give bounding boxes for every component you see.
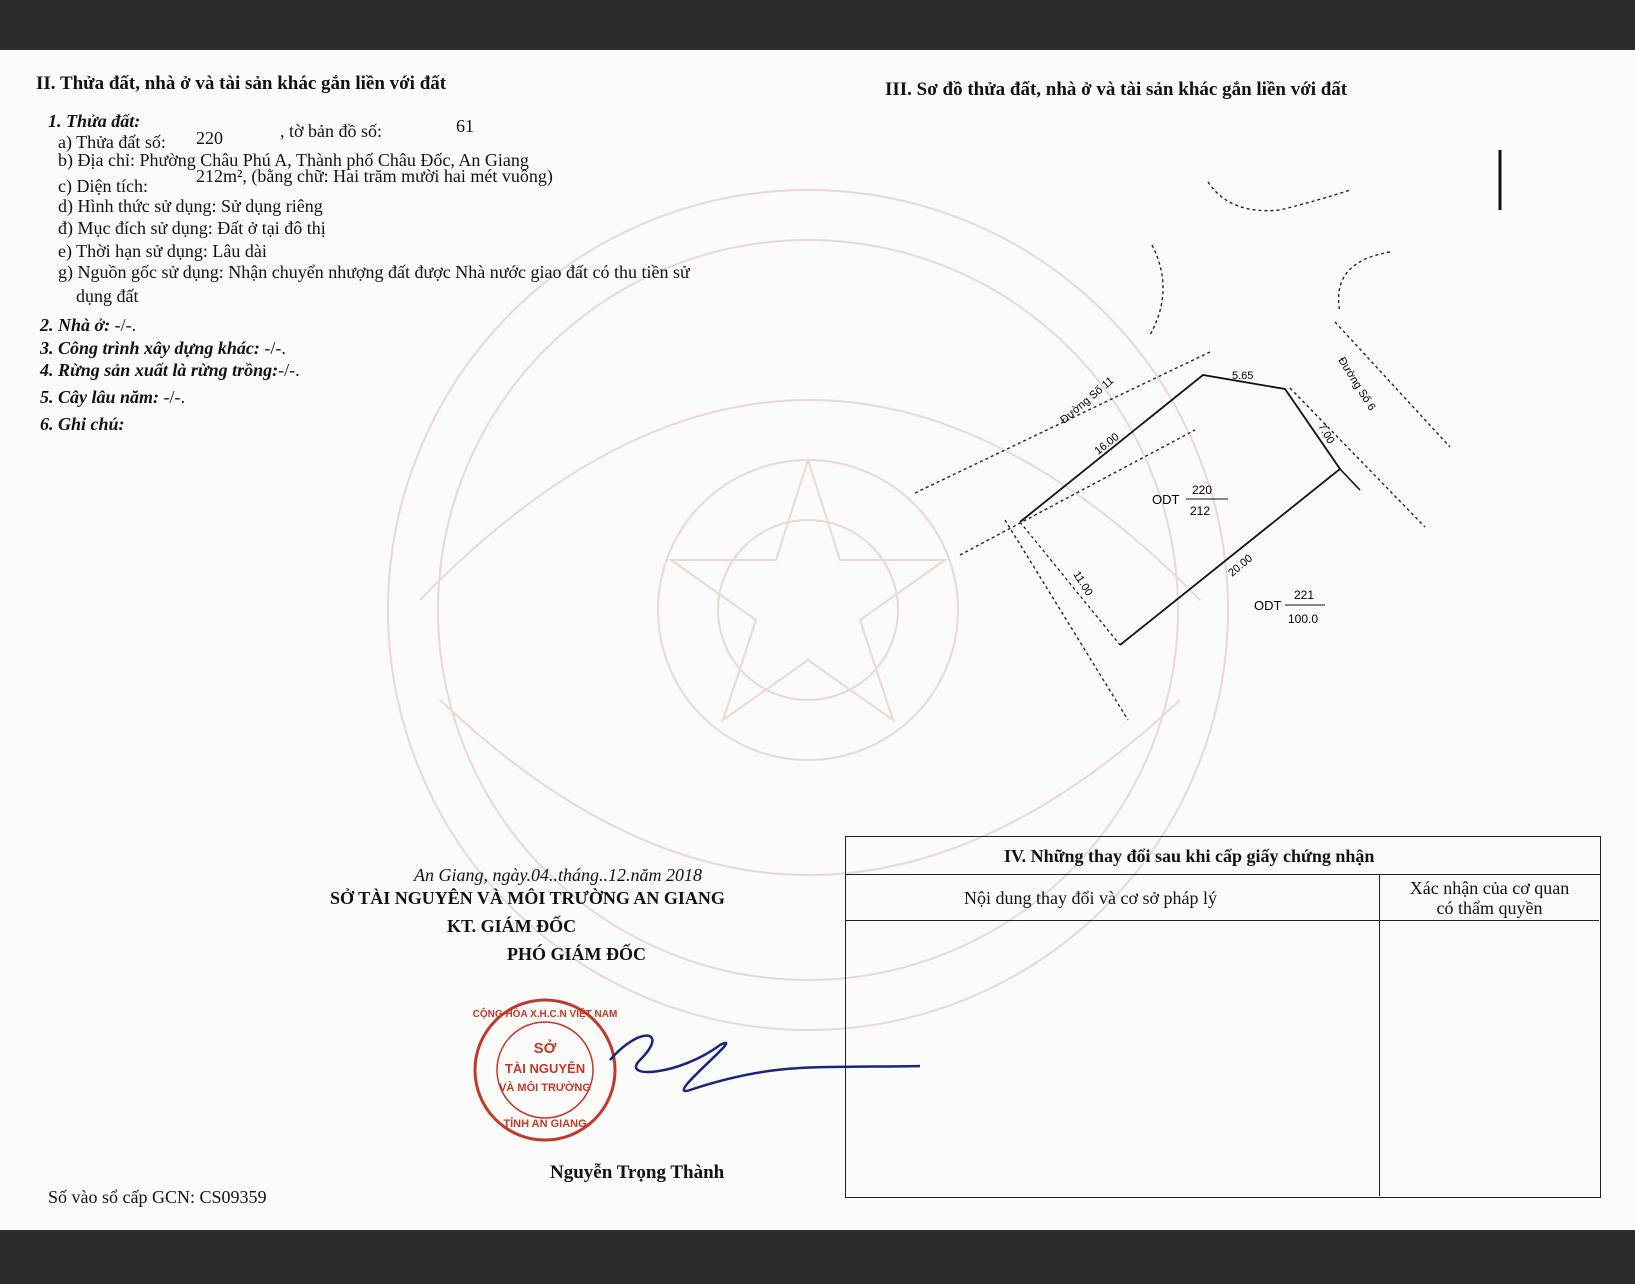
area-label: c) Diện tích: [58,176,148,196]
house-value: -/-. [114,315,137,335]
origin-line-2: dụng đất [76,286,139,306]
column-content [846,875,1380,921]
perennial-value: -/-. [163,387,186,407]
column-authority [1380,875,1599,921]
land-heading: 1. Thửa đất: [48,111,141,131]
changes-table [845,836,1601,1198]
map-sheet-label: , tờ bản đồ số: [280,121,383,141]
parcel-main-no: 220 [1192,483,1213,497]
forest-label: 4. Rừng sản xuất là rừng trồng: [40,360,279,380]
map-sheet-number: 61 [456,116,474,136]
dim-left: 11.00 [1070,569,1095,599]
address-line: b) Địa chỉ: Phường Châu Phú A, Thành phố Châu Đốc, An Giang [58,150,529,170]
dim-left-top: 16.00 [1092,430,1122,458]
parcel-main-area: 212 [1190,504,1211,518]
construction-value: -/-. [264,338,286,358]
deputy-director: PHÓ GIÁM ĐỐC [507,944,646,964]
authority-cell [1380,921,1599,1196]
bottom-border [0,1272,1635,1284]
seal-bottom-text: TỈNH AN GIANG [503,1118,587,1130]
dim-right-top: 7.00 [1315,421,1337,447]
forest-value: -/-. [278,360,300,380]
note-label: 6. Ghi chú: [40,414,125,434]
place-date: An Giang, ngày.04..tháng..12.năm 2018 [414,865,702,885]
use-purpose-line: đ) Mục đích sử dụng: Đất ở tại đô thị [58,218,326,238]
seal-line-3: VÀ MÔI TRƯỜNG [499,1082,591,1094]
issuing-org: SỞ TÀI NGUYÊN VÀ MÔI TRƯỜNG AN GIANG [330,888,725,908]
area-value: 212m², (bằng chữ: Hai trăm mười hai mét vuông) [196,166,553,186]
signer-name: Nguyễn Trọng Thành [550,1162,725,1183]
parcel-adj-area: 100.0 [1288,612,1319,626]
seal-line-2: TÀI NGUYÊN [504,1061,586,1076]
seal-ring-text: CỘNG HÒA X.H.C.N VIỆT NAM [472,1009,618,1020]
parcel-adj-code: ODT [1254,598,1282,613]
road-so-6: Đường Số 6 [1335,355,1378,413]
parcel-number-label: a) Thửa đất số: [58,132,166,152]
parcel-main-code: ODT [1152,492,1180,507]
section-3-heading: III. Sơ đồ thửa đất, nhà ở và tài sản khác gắn liền với đất [885,79,1348,100]
road-so-11: Đường Số 11 [1058,374,1117,427]
section-4-heading: IV. Những thay đổi sau khi cấp giấy chứng nhận [1004,846,1375,866]
perennial-label: 5. Cây lâu năm: [40,387,160,407]
use-term-line: e) Thời hạn sử dụng: Lâu dài [58,241,267,261]
column-content-label: Nội dung thay đổi và cơ sở pháp lý [964,888,1218,908]
column-authority-label-2: có thẩm quyền [1436,898,1543,918]
content-cell [846,921,1380,1196]
dim-bottom: 20.00 [1226,552,1256,580]
section-2-heading: II. Thửa đất, nhà ở và tài sản khác gắn liền với đất [36,73,447,94]
construction-label: 3. Công trình xây dựng khác: [40,338,260,358]
changes-table-header [846,837,1600,875]
seal-line-1: SỞ [533,1040,557,1057]
parcel-number: 220 [196,128,223,148]
column-authority-label-1: Xác nhận của cơ quan [1409,878,1570,898]
parcel-adj-no: 221 [1294,588,1315,602]
house-label: 2. Nhà ở: [40,315,111,335]
origin-line-1: g) Nguồn gốc sử dụng: Nhận chuyển nhượng đất được Nhà nước giao đất có thu tiền sử [58,262,690,282]
dim-top: 5.65 [1232,370,1254,382]
kt-director: KT. GIÁM ĐỐC [447,916,577,936]
register-number: Số vào sổ cấp GCN: CS09359 [48,1187,267,1207]
use-form-line: d) Hình thức sử dụng: Sử dụng riêng [58,196,323,216]
